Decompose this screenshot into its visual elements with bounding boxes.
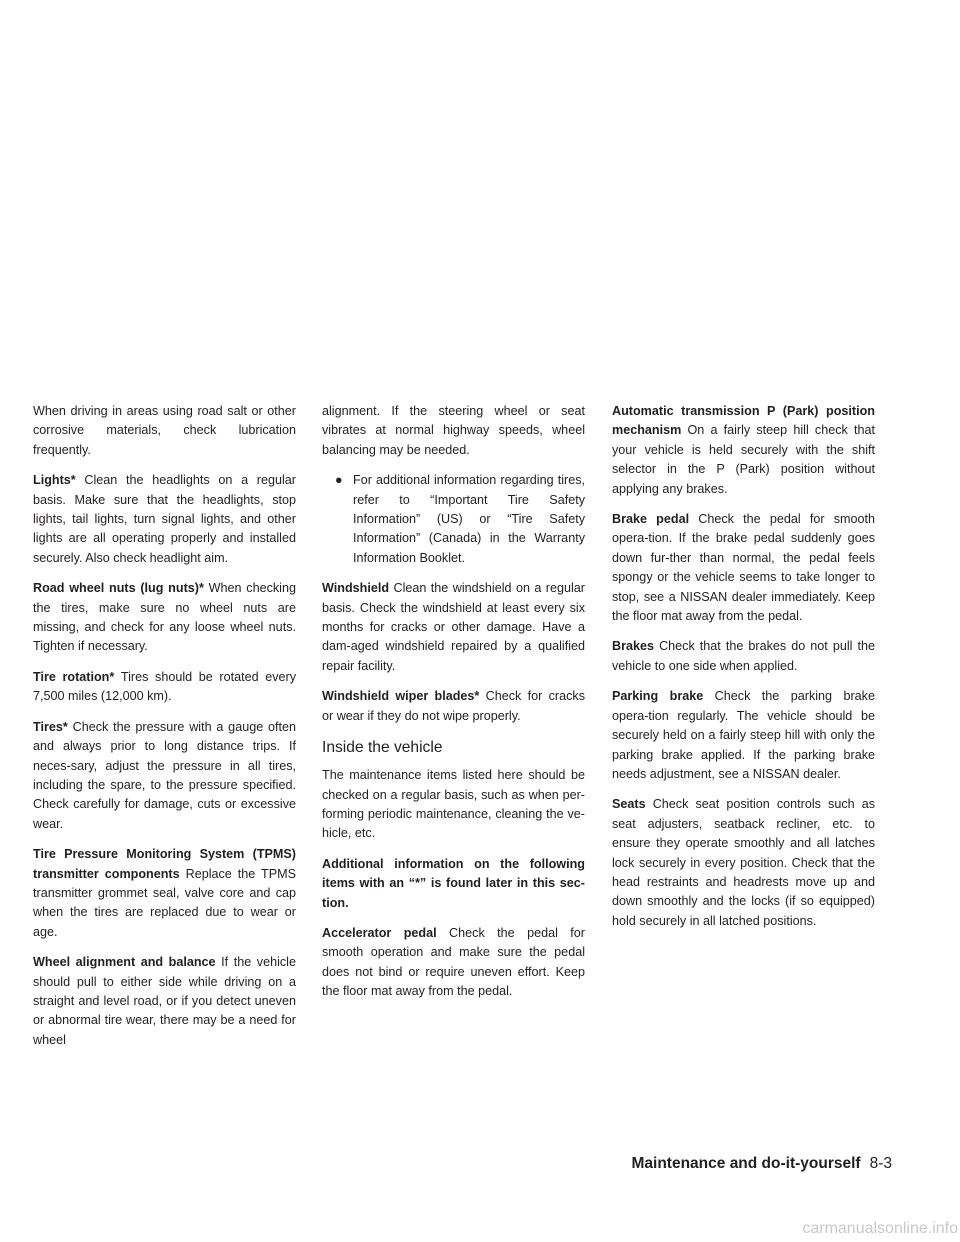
item-text: Tires should be rotated every 7,500 miles (12,000 km). [33,669,297,704]
section-intro: The maintenance items listed here should be checked on a regular basis, such as when per-forming periodic maintenance, cleaning the ve-hicle, etc. [322,768,585,841]
item-heading: Automatic transmission P (Park) position mechanism [612,404,875,438]
item-lights [33,471,296,568]
item-heading: Parking brake [612,689,704,704]
watermark: carmanualsonline.info [802,1220,958,1237]
bold-note: Additional information on the following items with an “*” is found later in this sec-tion. [322,856,585,910]
item-text: Clean the headlights on a regular basis. Make sure that the headlights, stop lights, tail lights, turn signal lights, and other lights are all operating properly and installed securely. Also check headlight aim. [33,473,296,565]
item-heading: Windshield wiper blades* [322,689,480,704]
bullet-icon: ● [335,473,343,488]
item-text: Replace the TPMS transmitter grommet seal, valve core and cap when the tires are replaced due to wear or age. [33,866,296,939]
item-heading: Road wheel nuts (lug nuts)* [33,581,204,596]
item-heading: Accelerator pedal [322,925,437,940]
item-text: On a fairly steep hill check that your vehicle is held securely with the shift selector in the P (Park) position without applying any brakes. [612,423,875,496]
item-text: Check seat position controls such as seat adjusters, seatback recliner, etc. to ensure they operate smoothly and all latches lock securely in every position. Check that the head restraints and headrests move up and down smoothly and the locks (if so equipped) hold securely in all latched positions. [612,797,876,928]
item-heading: Tire rotation* [33,669,115,684]
item-park-mechanism [612,402,875,499]
item-accelerator-pedal [322,924,585,1002]
item-wiper-blades [322,687,585,726]
item-heading: Lights* [33,473,76,488]
page-number: 8-3 [869,1155,892,1172]
bullet-item [322,471,585,568]
item-text: Check that the brakes do not pull the vehicle to one side when applied. [612,639,875,673]
item-heading: Tire Pressure Monitoring System (TPMS) transmitter components [33,847,296,881]
item-wheel-alignment [33,953,296,1050]
right-column [612,402,875,942]
item-parking-brake [612,687,875,784]
item-heading: Wheel alignment and balance [33,955,216,970]
item-text: Check the parking brake opera-tion regularly. The vehicle should be securely held on a fairly steep hill with only the parking brake applied. If the parking brake needs adjustment, see a NISSAN dealer. [612,689,875,781]
left-column [33,402,296,1061]
item-text: When checking the tires, make sure no wheel nuts are missing, and check for any loose wheel nuts. Tighten if necessary. [33,581,296,654]
item-road-wheel-nuts [33,579,296,657]
footer-section-title: Maintenance and do-it-yourself [631,1155,861,1172]
item-text: Check the pedal for smooth operation and make sure the pedal does not bind or require uneven effort. Keep the floor mat away from the pedal. [322,925,586,999]
item-text: If the vehicle should pull to either side while driving on a straight and level road, or if you detect uneven or abnormal tire wear, there may be a need for wheel [33,955,296,1047]
section-heading: Inside the vehicle [322,739,443,757]
page-footer [632,1154,893,1174]
item-heading: Windshield [322,581,390,596]
item-heading: Brakes [612,639,655,654]
item-tire-rotation [33,668,296,707]
item-tpms [33,845,296,942]
item-text: Check the pressure with a gauge often and always prior to long distance trips. If neces-sary, adjust the pressure in all tires, including the spare, to the pressure specified. Check carefully for damage, cuts or excessive wear. [33,719,297,831]
middle-column [322,402,585,1013]
item-seats [612,795,875,931]
item-windshield [322,579,585,676]
item-text: Clean the windshield on a regular basis. Check the windshield at least every six months for cracks or other damage. Have a dam-aged windshield repaired by a qualified repair facility. [322,581,585,673]
item-tires [33,718,296,834]
continuation-paragraph: alignment. If the steering wheel or seat vibrates at normal highway speeds, wheel balancing may be needed. [322,404,585,457]
item-heading: Tires* [33,719,68,734]
item-text: Check for cracks or wear if they do not wipe properly. [322,689,585,723]
item-text: Check the pedal for smooth opera-tion. If the brake pedal suddenly goes down fur-ther than normal, the pedal feels spongy or the vehicle seems to take longer to stop, see a NISSAN dealer immediately. Keep the floor mat away from the pedal. [612,512,876,624]
intro-paragraph: When driving in areas using road salt or other corrosive materials, check lubrication frequently. [33,404,296,457]
bullet-text: For additional information regarding tires, refer to “Important Tire Safety Information” (US) or “Tire Safety Information” (Canada) in the Warranty Information Booklet. [353,473,585,565]
item-heading: Seats [612,797,646,812]
item-brakes [612,637,875,676]
item-heading: Brake pedal [612,512,690,527]
item-brake-pedal [612,510,875,626]
